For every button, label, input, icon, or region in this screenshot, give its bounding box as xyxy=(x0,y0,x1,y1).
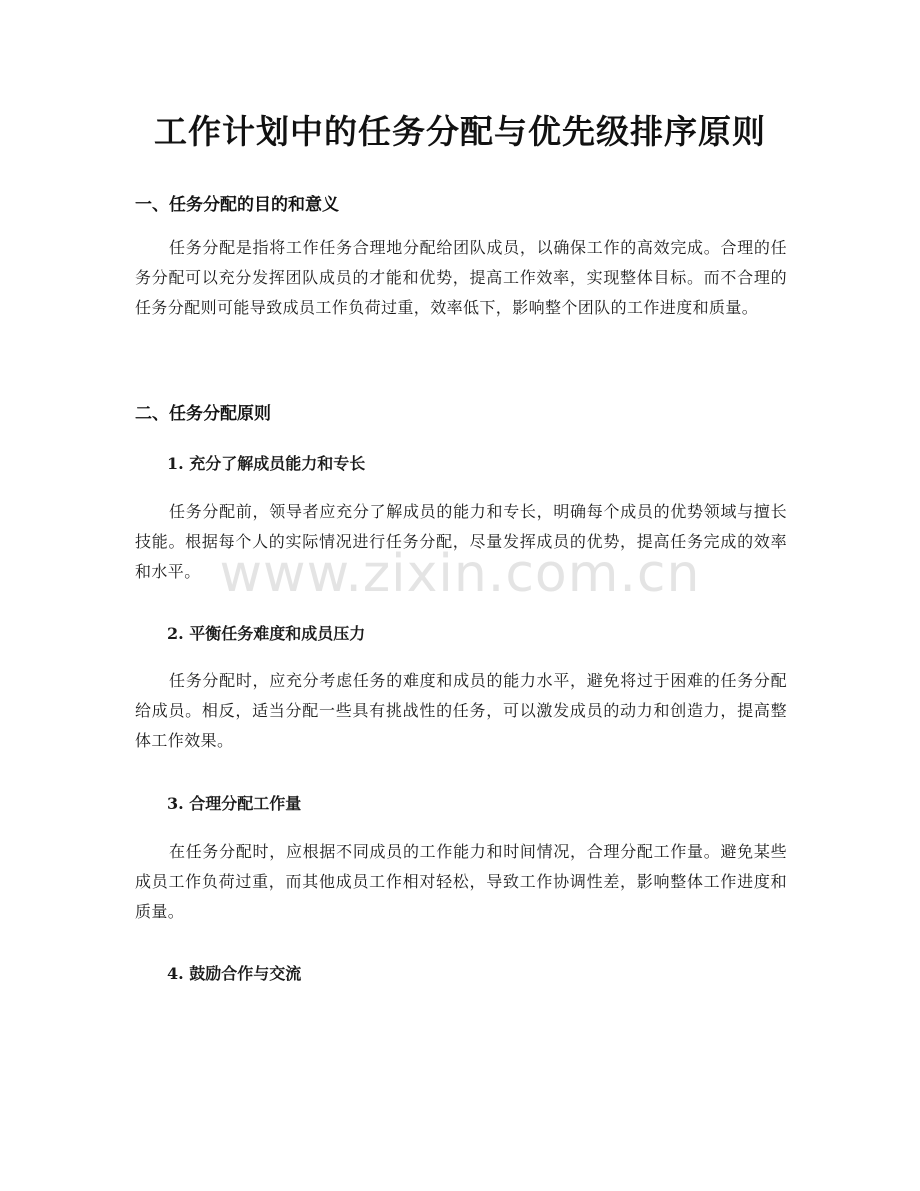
section-heading-principles: 二、任务分配原则 xyxy=(135,404,271,424)
document-title: 工作计划中的任务分配与优先级排序原则 xyxy=(154,112,766,151)
principle-3-paragraph: 在任务分配时，应根据不同成员的工作能力和时间情况，合理分配工作量。避免某些成员工作负荷过重，而其他成员工作相对轻松，导致工作协调性差，影响整体工作进度和质量。 xyxy=(135,842,787,921)
section-heading-purpose: 一、任务分配的目的和意义 xyxy=(135,195,339,215)
principle-3-title: 3. 合理分配工作量 xyxy=(167,794,302,813)
principle-1-paragraph: 任务分配前，领导者应充分了解成员的能力和专长，明确每个成员的优势领域与擅长技能。根据每个人的实际情况进行任务分配，尽量发挥成员的优势，提高任务完成的效率和水平。 xyxy=(135,502,787,581)
section-paragraph-purpose: 任务分配是指将工作任务合理地分配给团队成员，以确保工作的高效完成。合理的任务分配可以充分发挥团队成员的才能和优势，提高工作效率，实现整体目标。而不合理的任务分配则可能导致成员工作负荷过重，效率低下，影响整个团队的工作进度和质量。 xyxy=(135,238,787,317)
principle-1-title: 1. 充分了解成员能力和专长 xyxy=(167,454,366,473)
principle-2-title: 2. 平衡任务难度和成员压力 xyxy=(167,624,366,643)
watermark: www.zixin.com.cn xyxy=(219,544,701,604)
principle-2-paragraph: 任务分配时，应充分考虑任务的难度和成员的能力水平，避免将过于困难的任务分配给成员。相反，适当分配一些具有挑战性的任务，可以激发成员的动力和创造力，提高整体工作效果。 xyxy=(135,671,787,750)
principle-4-title: 4. 鼓励合作与交流 xyxy=(167,964,302,983)
